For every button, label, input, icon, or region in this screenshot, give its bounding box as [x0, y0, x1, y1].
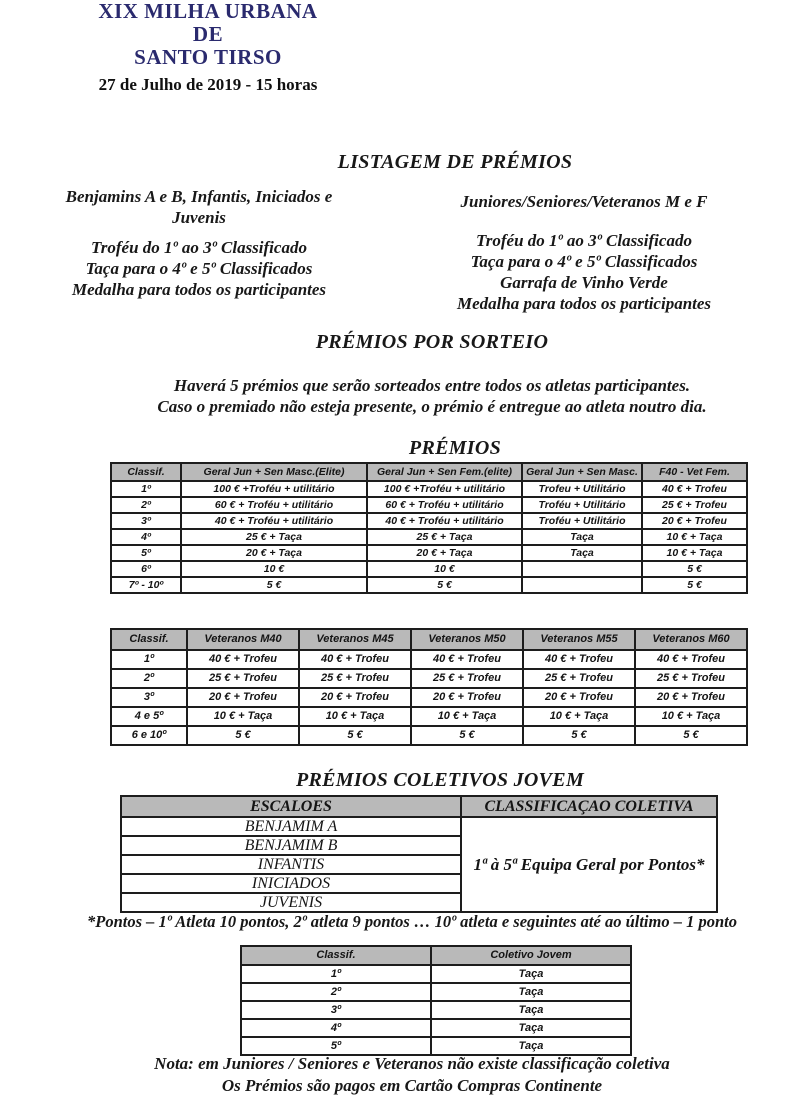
- rank-cell: 3º: [111, 513, 181, 529]
- rank-cell: 3º: [241, 1001, 431, 1019]
- sorteio-heading: PRÉMIOS POR SORTEIO: [315, 331, 549, 353]
- prize-cell: Taça: [431, 965, 631, 983]
- prize-cell: 10 €: [367, 561, 522, 577]
- sorteio-text: [60, 375, 800, 417]
- column-header: Veteranos M45: [299, 629, 411, 650]
- prize-cell: Troféu + Utilitário: [522, 497, 642, 513]
- prize-cell: 20 € + Trofeu: [299, 688, 411, 707]
- table-row: [111, 561, 747, 577]
- bottom-notes: [38, 1053, 786, 1097]
- category-column-left: [40, 186, 358, 300]
- prize-line: Taça para o 4º e 5º Classificados: [85, 259, 313, 278]
- title-line-1: XIX MILHA URBANA: [98, 0, 318, 23]
- rank-cell: 4º: [241, 1019, 431, 1037]
- escaloes-table: [120, 795, 718, 913]
- table-row: [111, 650, 747, 669]
- prize-cell: 10 € + Taça: [635, 707, 747, 726]
- column-header: Veteranos M60: [635, 629, 747, 650]
- prize-cell: Taça: [431, 1001, 631, 1019]
- prize-cell: 20 € + Trofeu: [187, 688, 299, 707]
- rank-cell: 1º: [241, 965, 431, 983]
- prize-cell: 40 € + Troféu + utilitário: [181, 513, 367, 529]
- column-header: Classif.: [111, 629, 187, 650]
- prize-cell: 100 € +Troféu + utilitário: [367, 481, 522, 497]
- prize-line: Medalha para todos os participantes: [456, 294, 712, 313]
- prize-cell: [522, 561, 642, 577]
- prize-cell: 60 € + Troféu + utilitário: [181, 497, 367, 513]
- listagem-heading: LISTAGEM DE PRÉMIOS: [337, 151, 573, 173]
- prize-cell: 20 € + Trofeu: [411, 688, 523, 707]
- table-row: [121, 817, 717, 836]
- table-row: [111, 497, 747, 513]
- coletivo-jovem-table: [240, 945, 632, 1056]
- category-group-right: Juniores/Seniores/Veteranos M e F: [460, 192, 708, 211]
- table-row: [111, 688, 747, 707]
- prize-cell: 10 € + Taça: [523, 707, 635, 726]
- prize-cell: 10 € + Taça: [411, 707, 523, 726]
- event-title: [0, 0, 416, 69]
- rank-cell: 1º: [111, 650, 187, 669]
- prize-cell: 10 € + Taça: [642, 545, 747, 561]
- table-header-row: [111, 463, 747, 481]
- column-header: F40 - Vet Fem.: [642, 463, 747, 481]
- prize-cell: 20 € + Trofeu: [642, 513, 747, 529]
- prize-line: Troféu do 1º ao 3º Classificado: [91, 238, 307, 257]
- prize-cell: 40 € + Trofeu: [642, 481, 747, 497]
- table-row: [111, 481, 747, 497]
- rank-cell: 2º: [111, 497, 181, 513]
- escalao-cell: BENJAMIM B: [121, 836, 461, 855]
- prize-cell: 25 € + Trofeu: [635, 669, 747, 688]
- event-date: 27 de Julho de 2019 - 15 horas: [98, 75, 318, 94]
- prize-cell: 10 € + Taça: [187, 707, 299, 726]
- table-row: [111, 577, 747, 593]
- column-header: Geral Jun + Sen Masc.: [522, 463, 642, 481]
- column-header: Geral Jun + Sen Masc.(Elite): [181, 463, 367, 481]
- prize-cell: 5 €: [187, 726, 299, 745]
- prize-cell: Taça: [522, 529, 642, 545]
- rank-cell: 6 e 10º: [111, 726, 187, 745]
- column-header: Coletivo Jovem: [431, 946, 631, 965]
- prize-cell: 20 € + Taça: [181, 545, 367, 561]
- escalao-cell: INICIADOS: [121, 874, 461, 893]
- prize-line: Taça para o 4º e 5º Classificados: [470, 252, 698, 271]
- table-row: [111, 545, 747, 561]
- classificacao-coletiva-cell: 1ª à 5ª Equipa Geral por Pontos*: [461, 817, 717, 912]
- table-row: [241, 1019, 631, 1037]
- prize-cell: 40 € + Troféu + utilitário: [367, 513, 522, 529]
- escalao-cell: BENJAMIM A: [121, 817, 461, 836]
- title-line-3: SANTO TIRSO: [134, 45, 282, 69]
- table-row: [111, 669, 747, 688]
- coletivos-heading: PRÉMIOS COLETIVOS JOVEM: [295, 769, 585, 791]
- table-header-row: [121, 796, 717, 817]
- premios-heading: PRÉMIOS: [408, 437, 502, 459]
- prize-cell: 40 € + Trofeu: [411, 650, 523, 669]
- title-line-2: DE: [192, 22, 224, 46]
- rank-cell: 7º - 10º: [111, 577, 181, 593]
- prize-cell: [522, 577, 642, 593]
- column-header: Veteranos M55: [523, 629, 635, 650]
- prize-cell: 40 € + Trofeu: [523, 650, 635, 669]
- rank-cell: 3º: [111, 688, 187, 707]
- rank-cell: 2º: [111, 669, 187, 688]
- prize-cell: Taça: [431, 1037, 631, 1055]
- prize-cell: 60 € + Troféu + utilitário: [367, 497, 522, 513]
- premios-table: [110, 462, 748, 594]
- column-header: ESCALOES: [121, 796, 461, 817]
- rank-cell: 4 e 5º: [111, 707, 187, 726]
- table-header-row: [241, 946, 631, 965]
- prize-cell: 25 € + Trofeu: [299, 669, 411, 688]
- table-row: [241, 1001, 631, 1019]
- table-header-row: [111, 629, 747, 650]
- prize-cell: 40 € + Trofeu: [635, 650, 747, 669]
- table-row: [111, 529, 747, 545]
- prize-cell: 100 € +Troféu + utilitário: [181, 481, 367, 497]
- sorteio-text-line: Haverá 5 prémios que serão sorteados entre todos os atletas participantes.: [173, 376, 691, 395]
- rank-cell: 4º: [111, 529, 181, 545]
- nota-line-2: Os Prémios são pagos em Cartão Compras Continente: [221, 1076, 603, 1095]
- column-header: Veteranos M50: [411, 629, 523, 650]
- table-row: [241, 983, 631, 1001]
- nota-line-1: Nota: em Juniores / Seniores e Veteranos não existe classificação coletiva: [154, 1054, 670, 1073]
- prize-line: Garrafa de Vinho Verde: [500, 273, 668, 292]
- prize-cell: 5 €: [635, 726, 747, 745]
- prize-list-right: [424, 230, 744, 314]
- column-header: Geral Jun + Sen Fem.(elite): [367, 463, 522, 481]
- prize-cell: 40 € + Trofeu: [299, 650, 411, 669]
- escalao-cell: JUVENIS: [121, 893, 461, 912]
- prize-cell: 5 €: [523, 726, 635, 745]
- prize-list-left: [40, 237, 358, 300]
- prize-cell: 20 € + Trofeu: [523, 688, 635, 707]
- prize-cell: Taça: [431, 1019, 631, 1037]
- prize-cell: 25 € + Trofeu: [187, 669, 299, 688]
- prize-cell: 5 €: [367, 577, 522, 593]
- prize-cell: Troféu + Utilitário: [522, 513, 642, 529]
- prize-cell: 20 € + Taça: [367, 545, 522, 561]
- prize-cell: Trofeu + Utilitário: [522, 481, 642, 497]
- category-group-left: Benjamins A e B, Infantis, Iniciados e Juvenis: [65, 187, 333, 227]
- table-row: [111, 707, 747, 726]
- rank-cell: 5º: [241, 1037, 431, 1055]
- pontos-footnote: *Pontos – 1º Atleta 10 pontos, 2º atleta 9 pontos … 10º atleta e seguintes até ao último – 1 ponto: [87, 912, 737, 931]
- veteranos-table: [110, 628, 748, 746]
- prize-cell: 20 € + Trofeu: [635, 688, 747, 707]
- table-row: [241, 965, 631, 983]
- prize-line: Medalha para todos os participantes: [71, 280, 327, 299]
- rank-cell: 5º: [111, 545, 181, 561]
- prize-cell: 25 € + Taça: [367, 529, 522, 545]
- prize-cell: Taça: [522, 545, 642, 561]
- column-header: Classif.: [111, 463, 181, 481]
- category-column-right: [424, 191, 744, 314]
- column-header: CLASSIFICAÇAO COLETIVA: [461, 796, 717, 817]
- prize-cell: 10 € + Taça: [642, 529, 747, 545]
- prize-cell: 5 €: [642, 577, 747, 593]
- table-row: [111, 513, 747, 529]
- prize-cell: 10 €: [181, 561, 367, 577]
- event-header: [0, 0, 416, 95]
- prize-cell: 5 €: [299, 726, 411, 745]
- prize-cell: 25 € + Trofeu: [411, 669, 523, 688]
- prize-cell: 5 €: [181, 577, 367, 593]
- column-header: Classif.: [241, 946, 431, 965]
- table-row: [111, 726, 747, 745]
- prize-cell: Taça: [431, 983, 631, 1001]
- prize-cell: 25 € + Taça: [181, 529, 367, 545]
- prize-cell: 5 €: [642, 561, 747, 577]
- sorteio-text-line: Caso o premiado não esteja presente, o prémio é entregue ao atleta noutro dia.: [157, 397, 707, 416]
- prize-cell: 25 € + Trofeu: [642, 497, 747, 513]
- prize-cell: 10 € + Taça: [299, 707, 411, 726]
- rank-cell: 6º: [111, 561, 181, 577]
- rank-cell: 1º: [111, 481, 181, 497]
- prize-line: Troféu do 1º ao 3º Classificado: [476, 231, 692, 250]
- escalao-cell: INFANTIS: [121, 855, 461, 874]
- prize-cell: 5 €: [411, 726, 523, 745]
- prize-cell: 25 € + Trofeu: [523, 669, 635, 688]
- rank-cell: 2º: [241, 983, 431, 1001]
- column-header: Veteranos M40: [187, 629, 299, 650]
- prize-cell: 40 € + Trofeu: [187, 650, 299, 669]
